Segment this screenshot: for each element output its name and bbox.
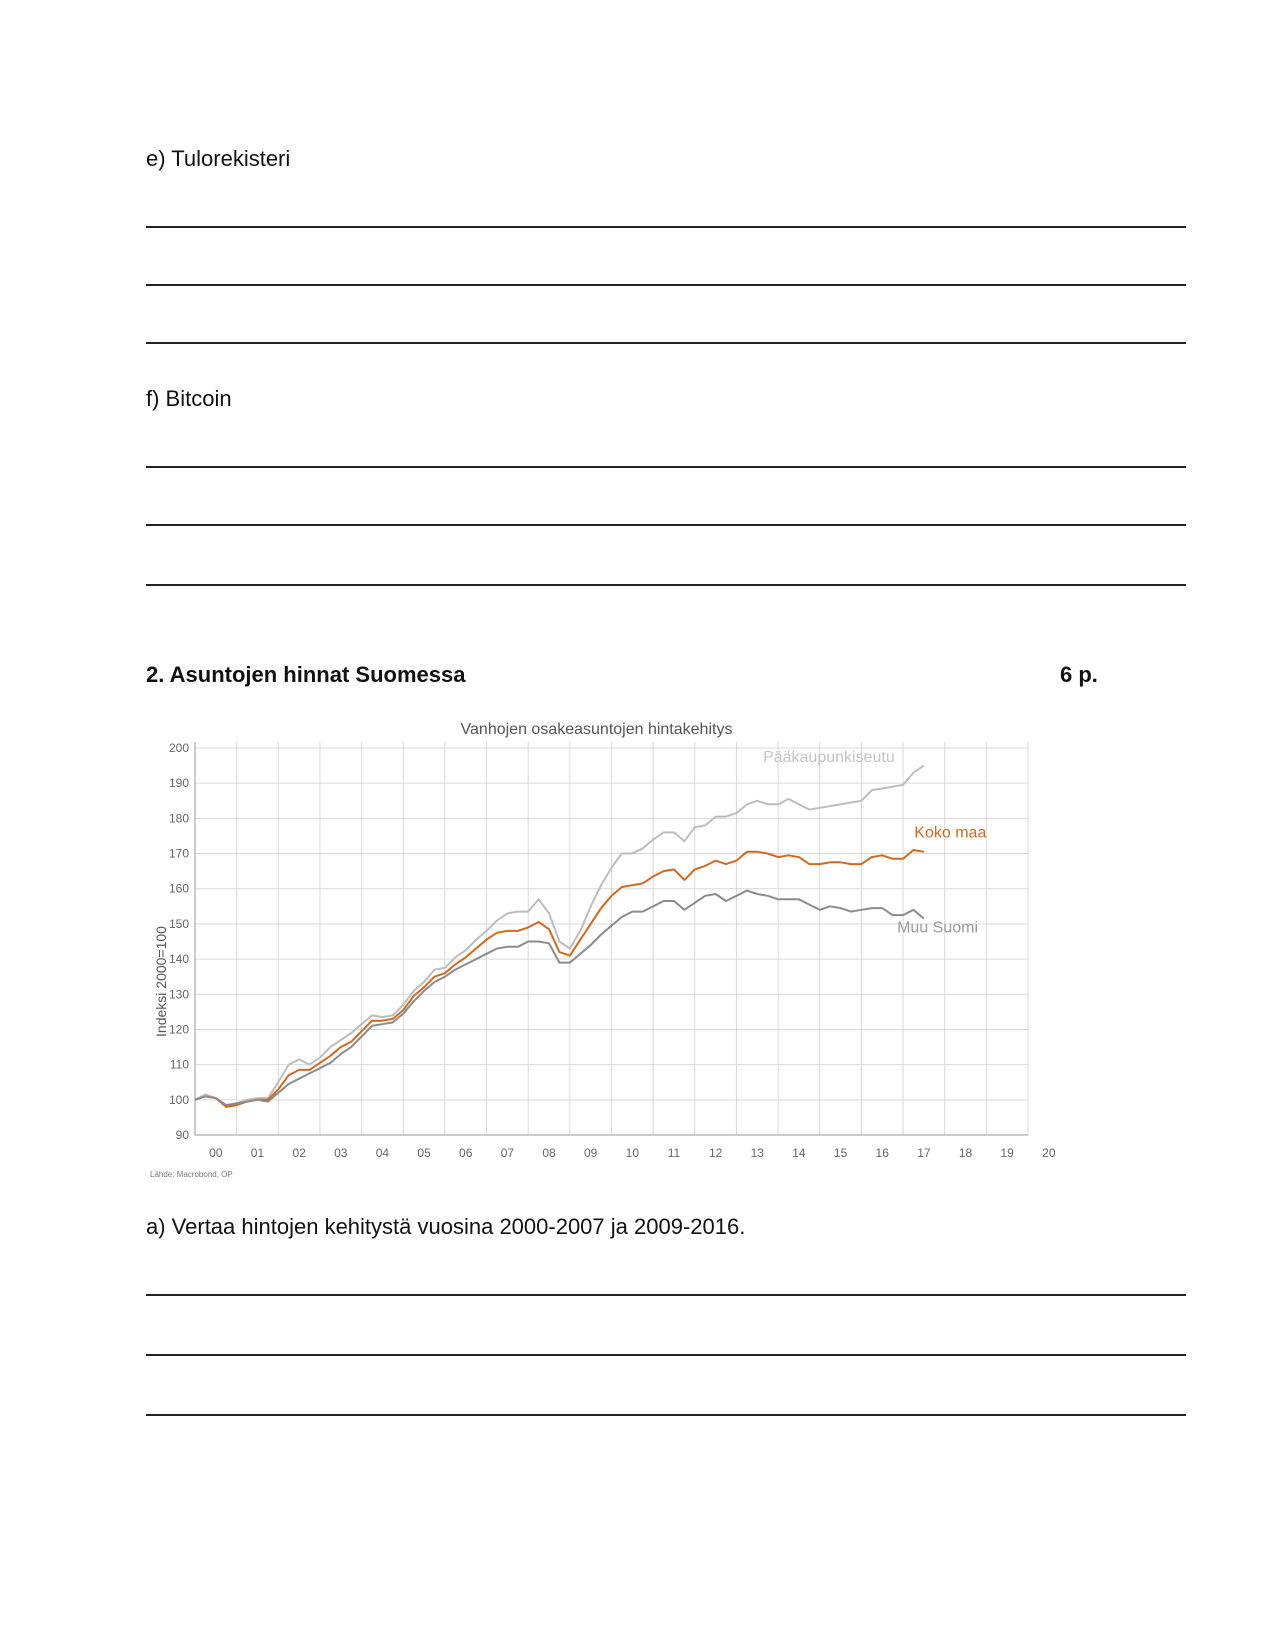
x-tick-label: 20 — [1042, 1146, 1056, 1160]
question-e-label: e) Tulorekisteri — [146, 146, 291, 171]
x-tick-label: 15 — [833, 1146, 848, 1160]
x-tick-label: 19 — [1000, 1146, 1014, 1160]
x-tick-label: 12 — [708, 1146, 723, 1160]
answer-line[interactable] — [146, 226, 1186, 228]
y-axis-label: Indeksi 2000=100 — [153, 926, 169, 1037]
y-tick-label: 190 — [168, 776, 189, 791]
answer-line[interactable] — [146, 284, 1186, 286]
series-label: Muu Suomi — [897, 919, 979, 937]
x-tick-label: 03 — [334, 1146, 348, 1160]
x-tick-label: 06 — [459, 1146, 473, 1160]
x-tick-label: 09 — [583, 1146, 598, 1160]
x-tick-label: 14 — [792, 1146, 806, 1160]
x-tick-label: 10 — [625, 1146, 640, 1160]
series-label: Pääkaupunkiseutu — [763, 749, 895, 767]
x-tick-label: 04 — [375, 1146, 390, 1160]
y-tick-label: 200 — [168, 741, 189, 755]
series-label: Koko maa — [914, 824, 987, 842]
question-f-label: f) Bitcoin — [146, 386, 232, 411]
price-index-chart — [140, 720, 1056, 1180]
y-tick-label: 110 — [169, 1057, 189, 1072]
x-tick-label: 18 — [958, 1146, 973, 1160]
answer-line[interactable] — [146, 1294, 1186, 1296]
y-tick-label: 160 — [168, 881, 189, 896]
y-tick-label: 90 — [175, 1128, 189, 1142]
series-line — [195, 766, 924, 1106]
y-tick-label: 100 — [168, 1092, 189, 1107]
x-tick-label: 08 — [542, 1146, 556, 1160]
x-tick-label: 02 — [292, 1146, 306, 1160]
y-tick-label: 170 — [168, 846, 189, 861]
source-note: Lähde: Macrobond, OP — [150, 1170, 233, 1179]
y-tick-label: 120 — [168, 1022, 189, 1037]
answer-line[interactable] — [146, 1354, 1186, 1356]
answer-line[interactable] — [146, 524, 1186, 526]
section-points: 6 p. — [1060, 662, 1098, 687]
series-line — [195, 891, 924, 1106]
answer-line[interactable] — [146, 1414, 1186, 1416]
x-tick-label: 16 — [875, 1146, 889, 1160]
answer-line[interactable] — [146, 466, 1186, 468]
x-tick-label: 07 — [500, 1146, 515, 1160]
x-tick-label: 01 — [250, 1146, 265, 1160]
x-tick-label: 11 — [667, 1146, 681, 1160]
chart-title: Vanhojen osakeasuntojen hintakehitys — [460, 721, 733, 738]
y-tick-label: 140 — [168, 952, 189, 967]
x-tick-label: 13 — [750, 1146, 764, 1160]
y-tick-label: 180 — [168, 811, 189, 826]
answer-line[interactable] — [146, 342, 1186, 344]
answer-line[interactable] — [146, 584, 1186, 586]
x-tick-label: 00 — [209, 1146, 223, 1160]
section-title: 2. Asuntojen hinnat Suomessa — [146, 662, 466, 687]
x-tick-label: 17 — [917, 1146, 931, 1160]
y-tick-label: 150 — [168, 916, 189, 931]
x-tick-label: 05 — [417, 1146, 431, 1160]
question-a-label: a) Vertaa hintojen kehitystä vuosina 2000-2007 ja 2009-2016. — [146, 1214, 746, 1239]
y-tick-label: 130 — [168, 987, 189, 1002]
